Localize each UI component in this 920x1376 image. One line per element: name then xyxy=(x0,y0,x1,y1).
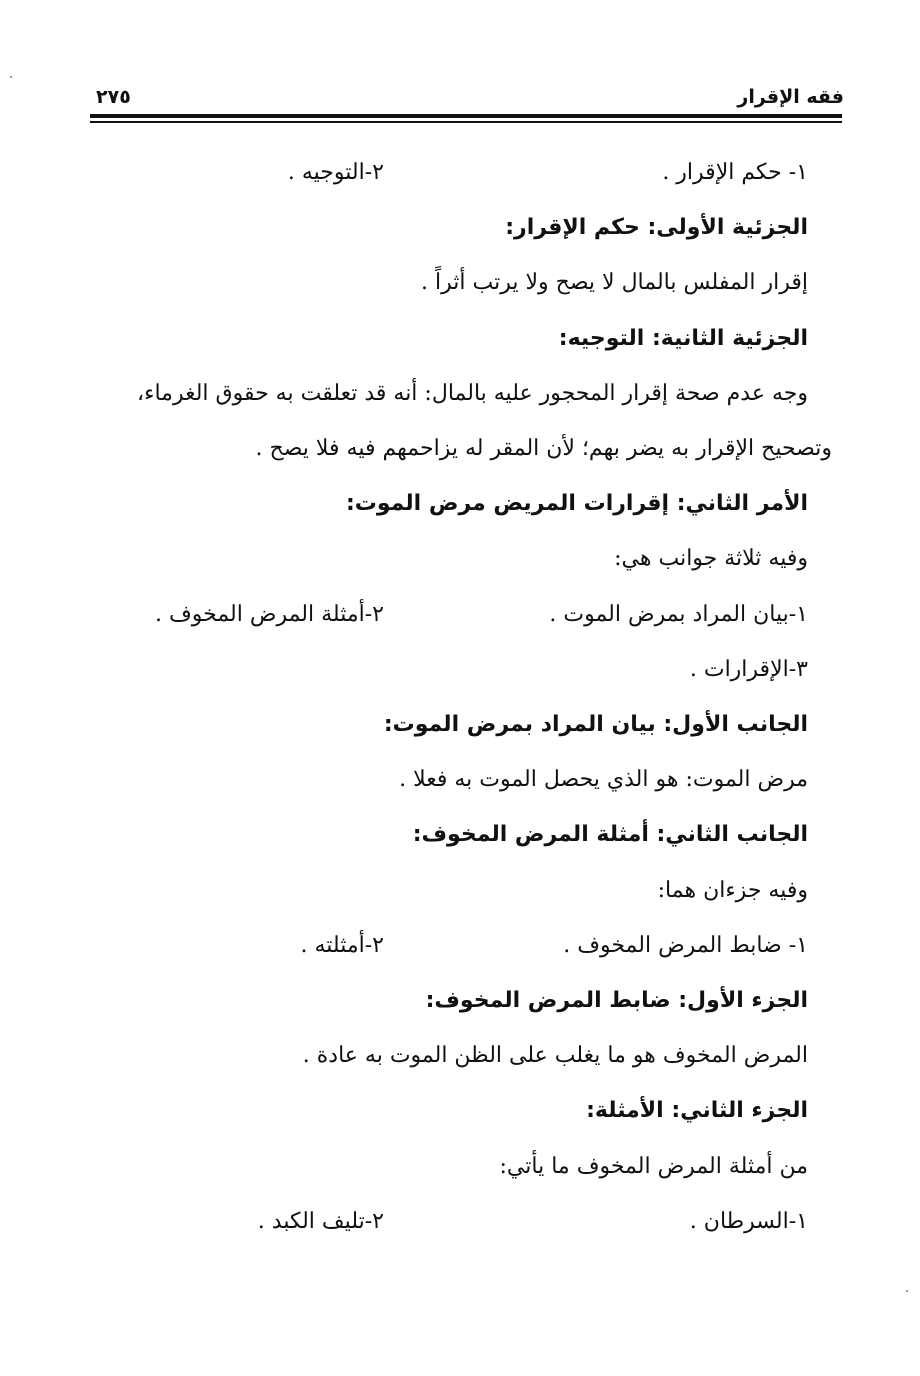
page-number: ٢٧٥ xyxy=(96,86,131,108)
section-heading: الجزء الأول: ضابط المرض المخوف: xyxy=(425,988,808,1013)
list-item: ٢-تليف الكبد . xyxy=(257,1209,384,1234)
list-item: ٢-أمثلته . xyxy=(300,933,384,958)
section-heading: الجزئية الثانية: التوجيه: xyxy=(558,326,808,351)
section-heading: الجانب الأول: بيان المراد بمرض الموت: xyxy=(383,712,808,737)
paragraph-line: وفيه جزءان هما: xyxy=(657,878,808,903)
paragraph-line: وتصحيح الإقرار به يضر بهم؛ لأن المقر له يزاحمهم فيه فلا يصح . xyxy=(255,436,832,461)
scan-speck xyxy=(906,1290,908,1292)
header-rule-thin xyxy=(90,121,842,123)
list-item: ١-السرطان . xyxy=(689,1209,808,1234)
paragraph-line: وجه عدم صحة إقرار المحجور عليه بالمال: أنه قد تعلقت به حقوق الغرماء، xyxy=(137,381,808,406)
running-header-title: فقه الإقرار xyxy=(737,86,844,108)
scan-speck xyxy=(10,76,12,78)
paragraph-line: مرض الموت: هو الذي يحصل الموت به فعلا . xyxy=(399,767,808,792)
list-item: ٢-أمثلة المرض المخوف . xyxy=(154,602,384,627)
paragraph-line: من أمثلة المرض المخوف ما يأتي: xyxy=(499,1154,808,1179)
header-rule-thick xyxy=(90,114,842,118)
list-item: ١- ضابط المرض المخوف . xyxy=(563,933,808,958)
paragraph-line: وفيه ثلاثة جوانب هي: xyxy=(614,546,808,571)
paragraph-line: إقرار المفلس بالمال لا يصح ولا يرتب أثراً . xyxy=(421,270,808,295)
section-heading: الأمر الثاني: إقرارات المريض مرض الموت: xyxy=(345,491,808,516)
list-item: ١- حكم الإقرار . xyxy=(662,160,808,185)
section-heading: الجانب الثاني: أمثلة المرض المخوف: xyxy=(412,822,808,847)
section-heading: الجزئية الأولى: حكم الإقرار: xyxy=(505,215,808,240)
paragraph-line: المرض المخوف هو ما يغلب على الظن الموت به عادة . xyxy=(302,1043,808,1068)
paragraph-line: ٣-الإقرارات . xyxy=(689,657,808,682)
list-item: ٢-التوجيه . xyxy=(287,160,384,185)
section-heading: الجزء الثاني: الأمثلة: xyxy=(586,1098,808,1123)
list-item: ١-بيان المراد بمرض الموت . xyxy=(549,602,808,627)
